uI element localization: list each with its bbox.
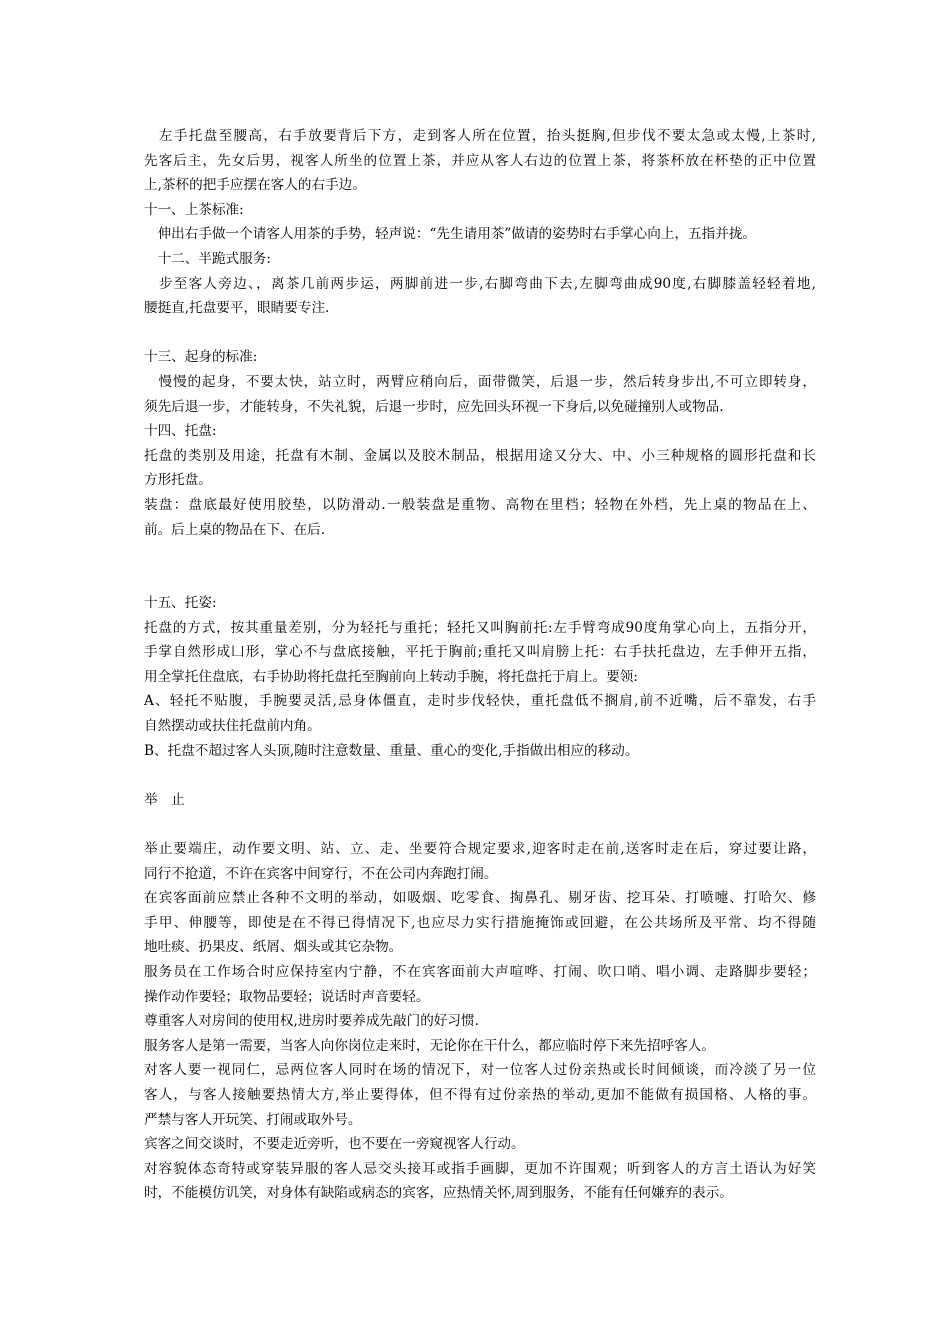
paragraph-line: 方形托盘。 xyxy=(144,472,212,489)
paragraph-line: 服务客人是第一需要，当客人向你岗位走来时，无论你在干什么，都应临时停下来先招呼客人。 xyxy=(144,1037,715,1054)
paragraph-line: 托盘的方式，按其重量差别，分为轻托与重托；轻托又叫胸前托:左手臂弯成90度角掌心向上，五指分开， xyxy=(144,619,816,636)
section-heading: 十一、上茶标准: xyxy=(144,201,244,218)
paragraph-line: 客人，与客人接触要热情大方,举止要得体，但不得有过份亲热的举动,更加不能做有损国格、人格的事。 xyxy=(144,1086,816,1103)
paragraph-line: 地吐痰、扔果皮、纸屑、烟头或其它杂物。 xyxy=(144,939,403,956)
paragraph-line: 手掌自然形成凵形，掌心不与盘底接触，平托于胸前;重托又叫肩膀上托：右手扶托盘边，左手伸开五指， xyxy=(144,644,816,661)
section-12 xyxy=(144,247,816,321)
paragraph-line: 上,茶杯的把手应摆在客人的右手边。 xyxy=(144,177,366,194)
paragraph-line: 慢慢的起身，不要太快，站立时，两臂应稍向后，面带微笑，后退一步，然后转身步出,不可立即转身， xyxy=(144,373,816,390)
blank-line xyxy=(144,763,816,788)
section-heading: 十四、托盘: xyxy=(144,423,217,440)
paragraph-line: 腰挺直,托盘要平，眼睛要专注. xyxy=(144,300,330,317)
section-13 xyxy=(144,345,816,419)
paragraph-line: 左手托盘至腰高，右手放要背后下方，走到客人所在位置，抬头挺胸,但步伐不要太急或太慢,上茶时, xyxy=(144,128,816,144)
paragraph-line: 在宾客面前应禁止各种不文明的举动，如吸烟、吃零食、掏鼻孔、剔牙齿、挖耳朵、打喷嚏、打哈欠、修 xyxy=(144,890,816,907)
paragraph-line: 服务员在工作场合时应保持室内宁静，不在宾客面前大声喧哗、打闹、吹口哨、唱小调、走路脚步要轻； xyxy=(144,964,816,980)
paragraph-line: 严禁与客人开玩笑、打闹或取外号。 xyxy=(144,1111,362,1128)
section-heading: 举 止 xyxy=(144,791,185,808)
paragraph-line: 对容貌体态奇特或穿装异服的客人忌交头接耳或指手画脚，更加不许围观；听到客人的方言土语认为好笑 xyxy=(144,1160,816,1177)
blank-line xyxy=(144,812,816,837)
section-15 xyxy=(144,591,816,763)
section-heading: 十二、半跪式服务: xyxy=(144,250,271,267)
paragraph-line: 前。后上桌的物品在下、在后. xyxy=(144,521,326,538)
paragraph-line: 托盘的类别及用途，托盘有木制、金属以及胶木制品，根据用途又分大、中、小三种规格的圆形托盘和长 xyxy=(144,447,816,464)
paragraph-line: 时，不能模仿讥笑，对身体有缺陷或病态的宾客，应热情关怀,周到服务，不能有任何嫌弃的表示。 xyxy=(144,1185,733,1202)
blank-line xyxy=(144,542,816,591)
section-14 xyxy=(144,419,816,542)
paragraph-line: 举止要端庄，动作要文明、站、立、走、坐要符合规定要求,迎客时走在前,送客时走在后，穿过要让路， xyxy=(144,841,816,858)
paragraph-line: 对客人要一视同仁，忌两位客人同时在场的情况下，对一位客人过份亲热或长时间倾谈，而冷淡了另一位 xyxy=(144,1062,816,1079)
paragraph-line: 操作动作要轻；取物品要轻；说话时声音要轻。 xyxy=(144,988,430,1005)
paragraph-line: A、轻托不贴腹，手腕要灵活,忌身体僵直，走时步伐轻快，重托盘低不搁肩,前不近嘴，后不靠发，右手 xyxy=(144,693,816,710)
paragraph-line: 同行不抢道，不许在宾客中间穿行，不在公司内奔跑打闹。 xyxy=(144,865,498,882)
blank-line xyxy=(144,321,816,346)
paragraph-line: 自然摆动或扶住托盘前内角。 xyxy=(144,718,321,735)
paragraph-line: 用全掌托住盘底，右手协助将托盘托至胸前向上转动手腕，将托盘托于肩上。要领: xyxy=(144,668,638,685)
paragraph-line: 手甲、伸腰等，即使是在不得已得情况下,也应尽力实行措施掩饰或回避，在公共场所及平常、均不得随 xyxy=(144,914,816,931)
paragraph-line: 先客后主，先女后男，视客人所坐的位置上茶，并应从客人右边的位置上茶，将茶杯放在杯垫的正中位置 xyxy=(144,152,816,169)
document-page xyxy=(144,124,816,1206)
section-conduct xyxy=(144,788,816,1206)
paragraph-line: 宾客之间交谈时，不要走近旁听，也不要在一旁窥视客人行动。 xyxy=(144,1136,525,1153)
section-11 xyxy=(144,198,816,247)
paragraph-line: 步至客人旁边、，离茶几前两步运，两脚前进一步,右脚弯曲下去,左脚弯曲成90度,右脚膝盖轻轻着地, xyxy=(144,275,816,292)
section-10-continuation xyxy=(144,124,816,198)
paragraph-line: B、托盘不超过客人头顶,随时注意数量、重量、重心的变化,手指做出相应的移动。 xyxy=(144,742,639,759)
section-heading: 十五、托姿: xyxy=(144,595,217,612)
paragraph-line: 尊重客人对房间的使用权,进房时要养成先敲门的好习惯. xyxy=(144,1013,479,1030)
paragraph-line: 装盘：盘底最好使用胶垫，以防滑动.一般装盘是重物、高物在里档；轻物在外档，先上桌的物品在上、 xyxy=(144,496,816,513)
paragraph-line: 须先后退一步，才能转身，不失礼貌，后退一步时，应先回头环视一下身后,以免碰撞别人或物品. xyxy=(144,398,724,415)
paragraph-line: 伸出右手做一个请客人用茶的手势，轻声说：“先生请用茶”做请的姿势时右手掌心向上，五指并拢。 xyxy=(144,226,757,243)
section-heading: 十三、起身的标准: xyxy=(144,349,258,366)
